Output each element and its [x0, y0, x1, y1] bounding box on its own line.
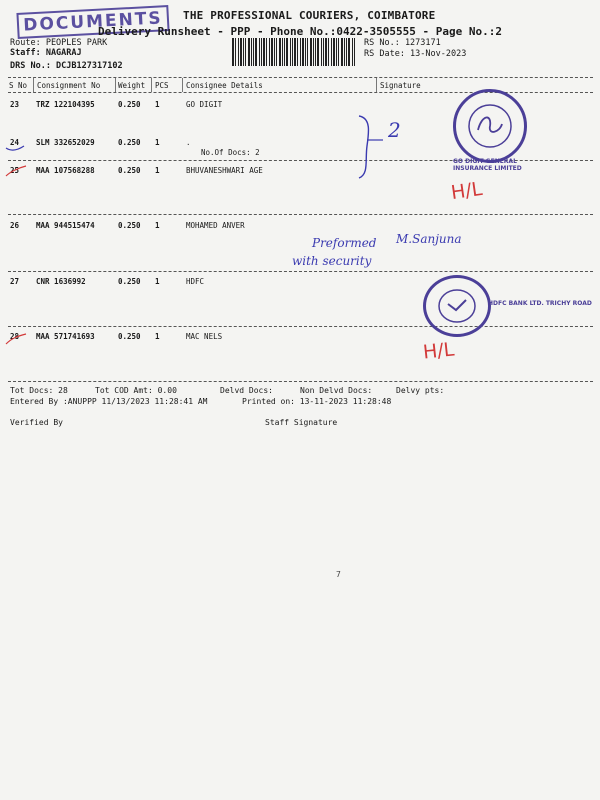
total-cod-amount: Tot COD Amt: 0.00 [95, 386, 177, 395]
row-pcs: 1 [155, 166, 160, 175]
documents-stamp: DOCUMENTS [16, 5, 169, 39]
hl-mark: H/L [449, 177, 484, 205]
table-top-rule [8, 77, 593, 78]
row-separator [8, 326, 593, 327]
row-weight: 0.250 [118, 166, 141, 175]
handwritten-count: 2 [388, 118, 401, 142]
row-weight: 0.250 [118, 332, 141, 341]
row-pcs: 1 [155, 138, 160, 147]
col-divider [376, 78, 377, 92]
non-delivered-docs: Non Delvd Docs: [300, 386, 373, 395]
tick-mark [4, 136, 28, 186]
tick-mark [4, 330, 28, 350]
rs-date: RS Date: 13-Nov-2023 [364, 49, 467, 59]
hdfc-seal [423, 275, 491, 337]
row-consignee: MAC NELS [186, 332, 223, 341]
bracket-mark [355, 112, 415, 182]
entered-by: Entered By :ANUPPP 11/13/2023 11:28:41 AM [10, 397, 208, 406]
row-separator [8, 271, 593, 272]
verified-by-label: Verified By [10, 418, 63, 427]
company-title: THE PROFESSIONAL COURIERS, COIMBATORE [183, 9, 436, 22]
col-header-pcs: PCS [155, 81, 169, 90]
row-sno: 28 [10, 332, 20, 341]
table-bottom-rule [8, 381, 593, 382]
row-sno: 26 [10, 221, 20, 230]
row-weight: 0.250 [118, 138, 141, 147]
row-pcs: 1 [155, 332, 160, 341]
row-consignment: SLM 332652029 [36, 138, 95, 147]
row-pcs: 1 [155, 221, 160, 230]
delivery-points: Delvy pts: [396, 386, 445, 395]
route-label: Route: PEOPLES PARK [10, 38, 108, 48]
staff-label: Staff: NAGARAJ [10, 48, 82, 58]
col-divider [151, 78, 152, 92]
row-consignment: MAA 107568288 [36, 166, 95, 175]
row-consignment: CNR 1636992 [36, 277, 86, 286]
barcode [232, 38, 357, 66]
col-divider [182, 78, 183, 92]
col-divider [33, 78, 34, 92]
col-divider [115, 78, 116, 92]
seal-ring-icon [426, 278, 488, 334]
handwritten-name: M.Sanjuna [396, 232, 462, 246]
row-sno: 25 [10, 166, 20, 175]
row-pcs: 1 [155, 100, 160, 109]
col-header-consignment: Consignment No [37, 81, 101, 90]
row-consignee: GO DIGIT [186, 100, 223, 109]
row-consignee: MOHAMED ANVER [186, 221, 245, 230]
row-consignee: BHUVANESHWARI AGE [186, 166, 263, 175]
rs-number: RS No.: 1273171 [364, 38, 441, 48]
page-mark: 7 [336, 570, 341, 579]
go-digit-seal [453, 89, 527, 163]
handwritten-note: Preformed [312, 236, 377, 250]
row-pcs: 1 [155, 277, 160, 286]
row-note: No.Of Docs: 2 [201, 148, 260, 157]
delivered-docs: Delvd Docs: [220, 386, 273, 395]
row-weight: 0.250 [118, 221, 141, 230]
col-header-consignee: Consignee Details [186, 81, 263, 90]
row-separator [8, 214, 593, 215]
staff-signature-label: Staff Signature [265, 418, 338, 427]
row-sno: 27 [10, 277, 20, 286]
printed-on: Printed on: 13-11-2023 11:28:48 [242, 397, 392, 406]
runsheet-subtitle: Delivery Runsheet - PPP - Phone No.:0422-3505555 - Page No.:2 [98, 25, 502, 38]
row-weight: 0.250 [118, 100, 141, 109]
hl-mark: H/L [421, 338, 456, 364]
row-sno: 23 [10, 100, 20, 109]
row-consignment: MAA 944515474 [36, 221, 95, 230]
row-consignee: HDFC [186, 277, 205, 286]
row-weight: 0.250 [118, 277, 141, 286]
handwritten-note: with security [292, 254, 372, 268]
row-sno: 24 [10, 138, 20, 147]
go-digit-seal-text: GO DIGIT GENERAL INSURANCE LIMITED [453, 158, 522, 172]
row-consignment: MAA 571741693 [36, 332, 95, 341]
drs-number: DRS No.: DCJB127317102 [10, 61, 123, 71]
row-consignee: . [186, 138, 191, 147]
col-header-signature: Signature [380, 81, 421, 90]
seal-ring-icon [456, 92, 524, 160]
total-docs: Tot Docs: 28 [10, 386, 68, 395]
col-header-sno: S No [9, 81, 28, 90]
row-consignment: TRZ 122104395 [36, 100, 95, 109]
col-header-weight: Weight [118, 81, 146, 90]
hdfc-seal-text: HDFC BANK LTD. TRICHY ROAD [488, 300, 592, 307]
